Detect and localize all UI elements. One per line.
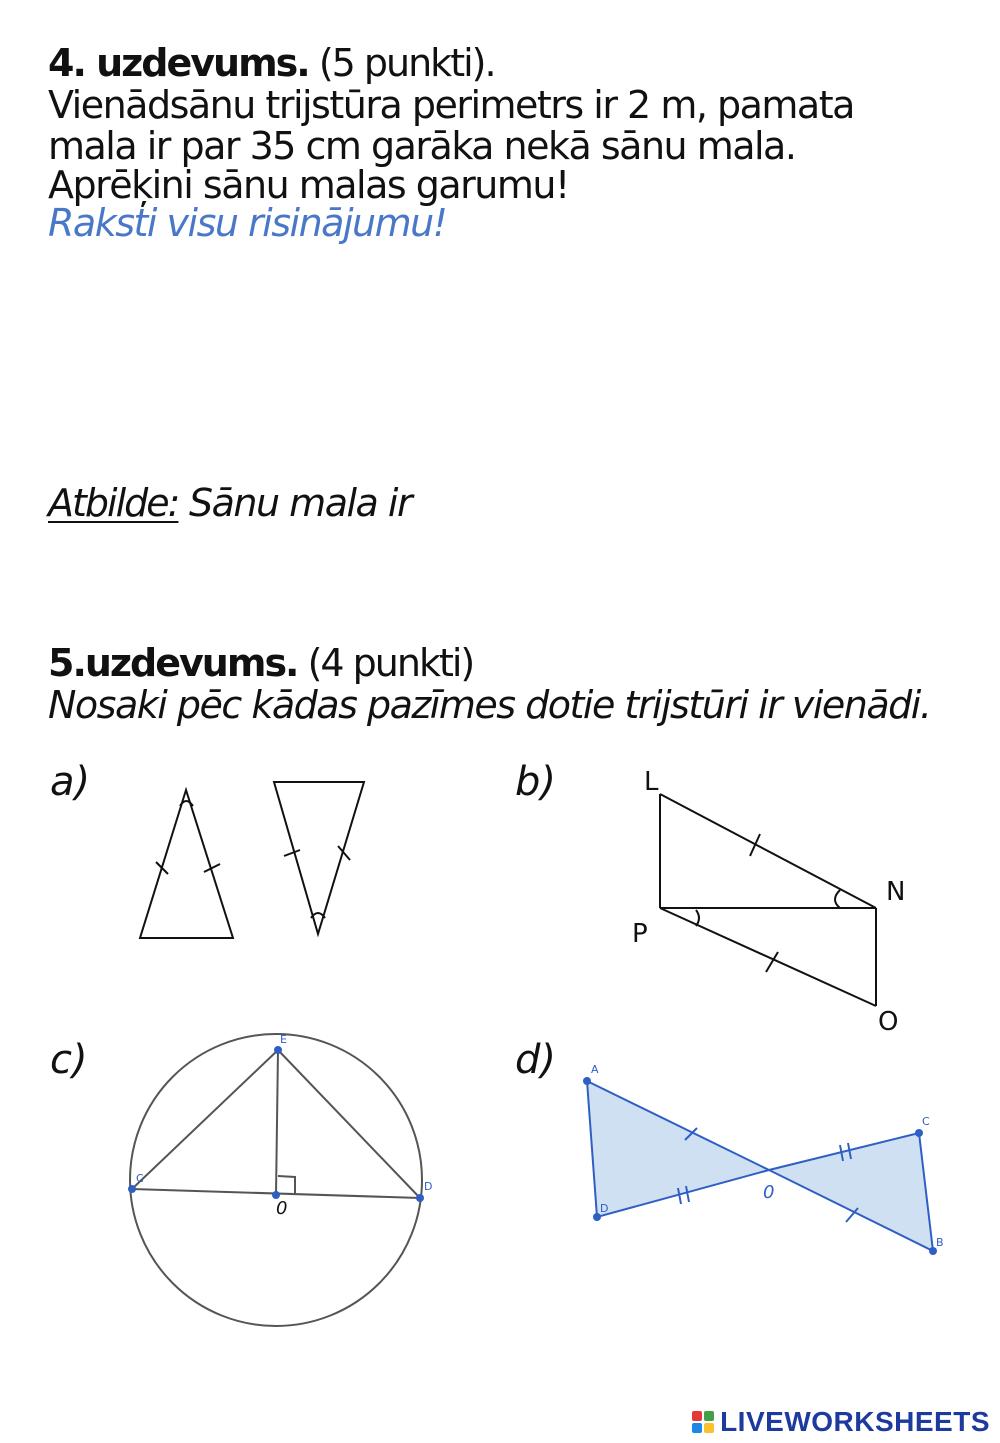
vertex-O-c: 0 (276, 1198, 288, 1219)
vertex-C: C (136, 1172, 144, 1185)
task4-line3: Aprēķini sānu malas garumu! (48, 163, 569, 207)
task4-line1: Vienādsānu trijstūra perimetrs ir 2 m, pamata (48, 83, 854, 127)
task5-title: 5.uzdevums. (48, 641, 298, 685)
point-C (128, 1185, 136, 1193)
task5-instruction: Nosaki pēc kādas pazīmes dotie trijstūri ir vienādi. (48, 683, 931, 727)
segment-LN (660, 794, 876, 908)
point-A (583, 1077, 591, 1085)
right-angle-mark (278, 1176, 295, 1195)
angle-mark-P (696, 910, 699, 926)
triangle-CBO (769, 1133, 933, 1251)
figure-d (587, 1081, 933, 1251)
figure-c (130, 1034, 422, 1326)
point-E (274, 1046, 282, 1054)
segment-PO (660, 908, 876, 1006)
figure-b (660, 794, 876, 1006)
task4-instruction: Raksti visu risinājumu! (48, 201, 447, 245)
answer-text: Sānu mala ir (178, 481, 412, 525)
vertex-L: L (644, 767, 659, 797)
segment-EC (132, 1050, 278, 1189)
task5-points: (4 punkti) (297, 641, 474, 685)
vertex-D-d: D (600, 1202, 609, 1215)
figure-d-label: d) (515, 1037, 556, 1083)
task4-line2: mala ir par 35 cm garāka nekā sānu mala. (48, 124, 796, 168)
task4-points: (5 punkti). (308, 41, 495, 85)
tick-a2-left (284, 850, 300, 856)
vertex-A: A (591, 1063, 599, 1076)
point-D (416, 1194, 424, 1202)
logo-mark-icon (692, 1411, 714, 1433)
logo-square-green (704, 1411, 714, 1421)
logo-square-blue (692, 1423, 702, 1433)
vertex-P: P (632, 919, 648, 949)
figure-a (140, 782, 364, 938)
figure-c-label: c) (50, 1037, 88, 1083)
vertex-D: D (424, 1180, 433, 1193)
tick-PO (766, 952, 778, 972)
vertex-O-d: 0 (763, 1182, 775, 1203)
segment-EO (276, 1050, 278, 1195)
vertex-O: O (878, 1007, 899, 1037)
tick-a1-left (156, 862, 168, 874)
angle-mark-N (835, 890, 840, 908)
figure-b-label: b) (515, 759, 556, 805)
vertex-C-d: C (922, 1115, 930, 1128)
answer-label: Atbilde: (48, 481, 179, 525)
figure-a-label: a) (50, 759, 91, 805)
vertex-N: N (886, 877, 906, 907)
liveworksheets-logo[interactable] (692, 1407, 990, 1437)
vertex-E: E (280, 1033, 287, 1046)
segment-ED (278, 1050, 420, 1198)
logo-text: LIVEWORKSHEETS (720, 1406, 990, 1437)
task4-title: 4. uzdevums. (48, 41, 309, 85)
logo-square-yellow (704, 1423, 714, 1433)
triangle-a2 (274, 782, 364, 934)
logo-square-red (692, 1411, 702, 1421)
triangle-ADO (587, 1081, 769, 1217)
vertex-B: B (936, 1236, 944, 1249)
point-C-d (915, 1129, 923, 1137)
